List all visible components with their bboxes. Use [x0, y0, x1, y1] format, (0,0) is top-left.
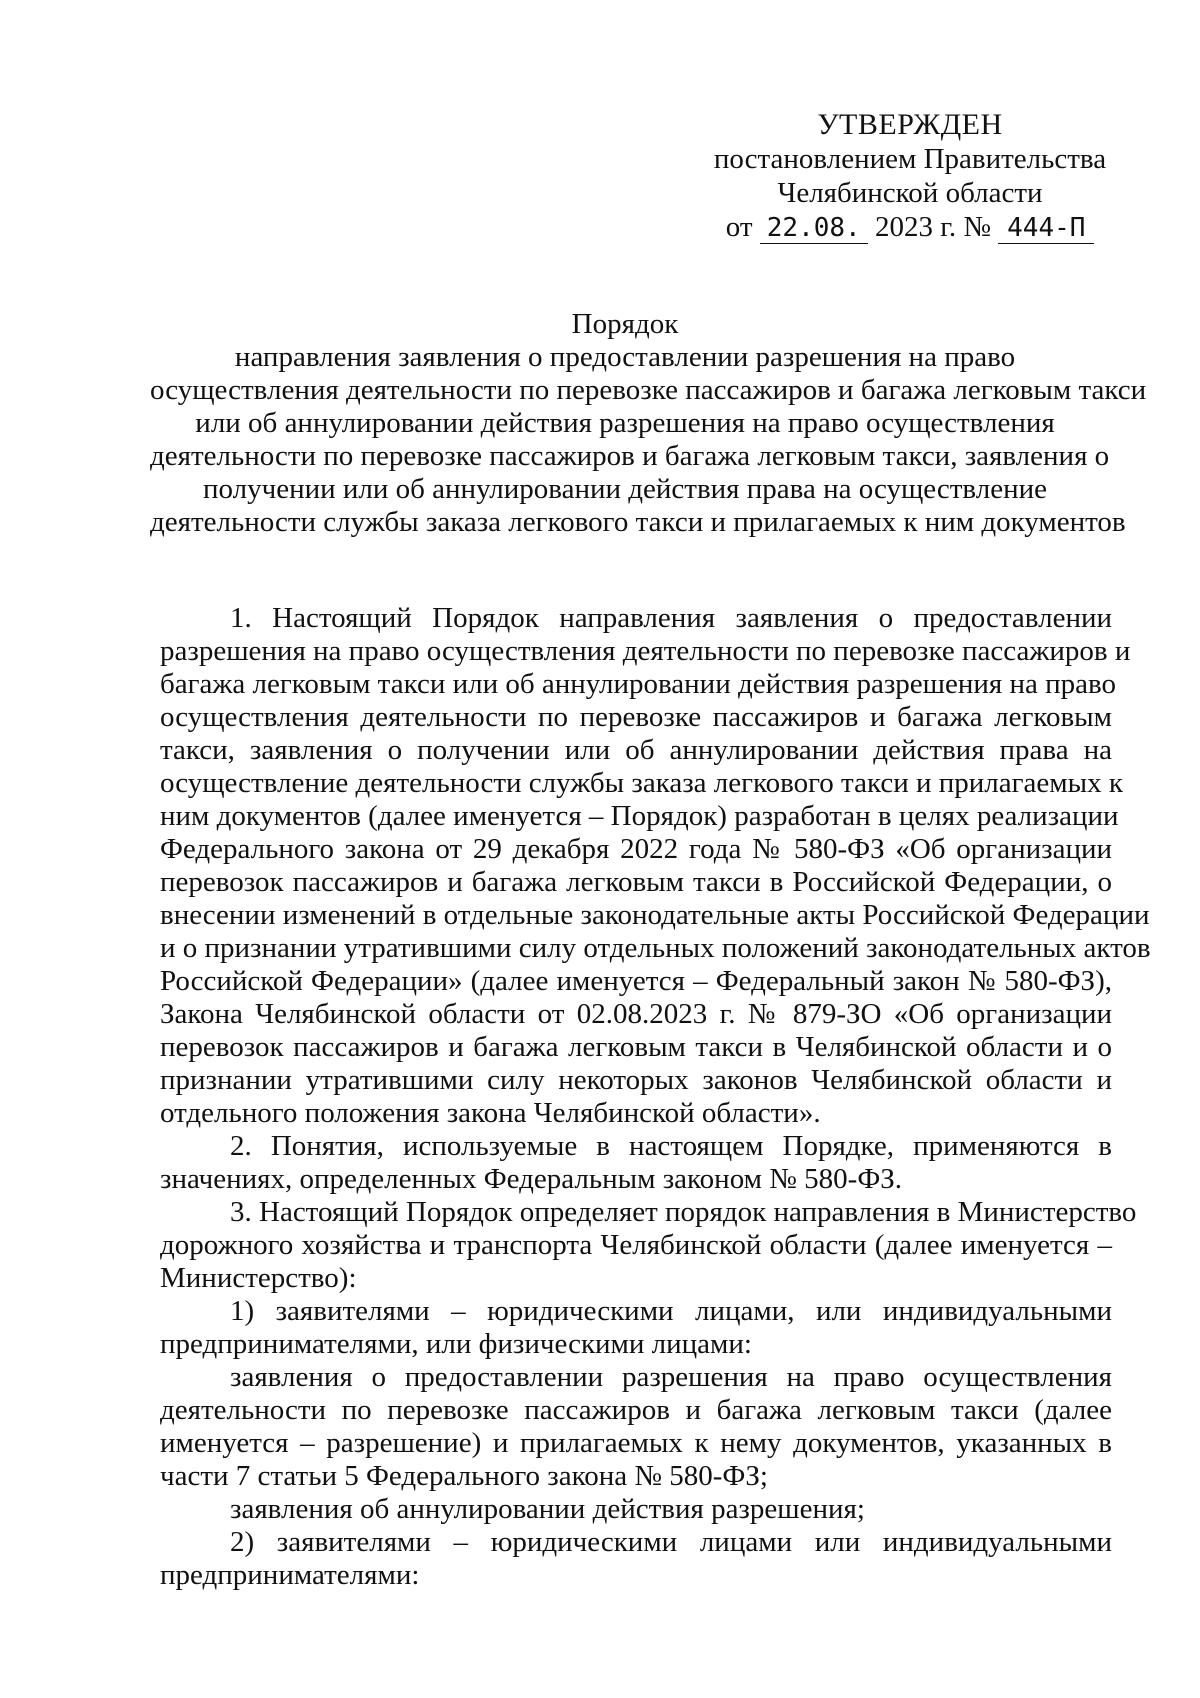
- body-line: Российской Федерации» (далее именуется – Федеральный закон № 580-ФЗ),: [160, 965, 1112, 997]
- body-line: и о признании утратившими силу отдельных положений законодательных актов: [160, 932, 1151, 964]
- approval-date-line: [700, 210, 1120, 244]
- body-line: признании утратившими силу некоторых законов Челябинской области и: [160, 1064, 1112, 1096]
- body-line: внесении изменений в отдельные законодательные акты Российской Федерации: [160, 899, 1150, 931]
- body-line: дорожного хозяйства и транспорта Челябинской области (далее именуется –: [160, 1229, 1112, 1261]
- body-line: ним документов (далее именуется – Порядок) разработан в целях реализации: [160, 800, 1119, 832]
- body-line: 3. Настоящий Порядок определяет порядок направления в Министерство: [230, 1196, 1137, 1228]
- approval-line-2: Челябинской области: [777, 177, 1043, 209]
- document-title-line: деятельности по перевозке пассажиров и багажа легковым такси, заявления о: [150, 440, 1110, 472]
- approval-block: [700, 108, 1120, 244]
- body-line: значениях, определенных Федеральным законом № 580-ФЗ.: [160, 1163, 903, 1195]
- body-line: Федерального закона от 29 декабря 2022 года № 580-ФЗ «Об организации: [160, 833, 1112, 865]
- body-line: осуществления деятельности по перевозке пассажиров и багажа легковым: [160, 701, 1112, 733]
- document-title-line: осуществления деятельности по перевозке пассажиров и багажа легковым такси: [150, 374, 1147, 406]
- body-line: заявления о предоставлении разрешения на право осуществления: [230, 1361, 1112, 1393]
- document-title-line: деятельности службы заказа легкового такси и прилагаемых к ним документов: [150, 506, 1126, 538]
- body-line: перевозок пассажиров и багажа легковым такси в Челябинской области и о: [160, 1031, 1112, 1063]
- document-title: [150, 308, 1147, 539]
- body-line: такси, заявления о получении или об аннулировании действия права на: [160, 734, 1112, 766]
- body-line: Министерство):: [160, 1262, 357, 1294]
- body-line: предпринимателями:: [160, 1559, 420, 1591]
- document-title-line: получении или об аннулировании действия права на осуществление: [203, 473, 1047, 505]
- approval-from-prefix: от: [725, 211, 753, 243]
- body-line: перевозок пассажиров и багажа легковым такси в Российской Федерации, о: [160, 866, 1112, 898]
- body-line: 1) заявителями – юридическими лицами, или индивидуальными: [230, 1295, 1112, 1327]
- body-line: осуществление деятельности службы заказа легкового такси и прилагаемых к: [160, 767, 1123, 799]
- body-line: разрешения на право осуществления деятельности по перевозке пассажиров и: [160, 635, 1131, 667]
- document-title-line: направления заявления о предоставлении разрешения на право: [234, 341, 1016, 373]
- body-line: именуется – разрешение) и прилагаемых к нему документов, указанных в: [160, 1427, 1112, 1459]
- body-line: 2. Понятия, используемые в настоящем Порядке, применяются в: [230, 1130, 1112, 1162]
- approval-number-field: 444-П: [998, 213, 1094, 244]
- document-title-line: или об аннулировании действия разрешения на право осуществления: [195, 407, 1055, 439]
- body-line: 2) заявителями – юридическими лицами или индивидуальными: [230, 1526, 1112, 1558]
- body-line: 1. Настоящий Порядок направления заявления о предоставлении: [230, 602, 1112, 634]
- approval-date-field: 22.08.: [760, 213, 868, 244]
- body-line: заявления об аннулировании действия разрешения;: [230, 1493, 865, 1525]
- approval-title: УТВЕРЖДЕН: [817, 108, 1003, 141]
- document-body: [160, 602, 1151, 1592]
- document-heading: Порядок: [571, 308, 679, 340]
- body-line: предпринимателями, или физическими лицами:: [160, 1328, 752, 1360]
- body-line: части 7 статьи 5 Федерального закона № 580-ФЗ;: [160, 1460, 768, 1492]
- body-line: багажа легковым такси или об аннулировании действия разрешения на право: [160, 668, 1117, 700]
- approval-year-text: 2023 г. №: [875, 211, 992, 243]
- body-line: отдельного положения закона Челябинской области».: [160, 1097, 821, 1129]
- body-line: деятельности по перевозке пассажиров и багажа легковым такси (далее: [160, 1394, 1112, 1426]
- approval-line-1: постановлением Правительства: [713, 143, 1107, 175]
- body-line: Закона Челябинской области от 02.08.2023 г. № 879-ЗО «Об организации: [160, 998, 1112, 1030]
